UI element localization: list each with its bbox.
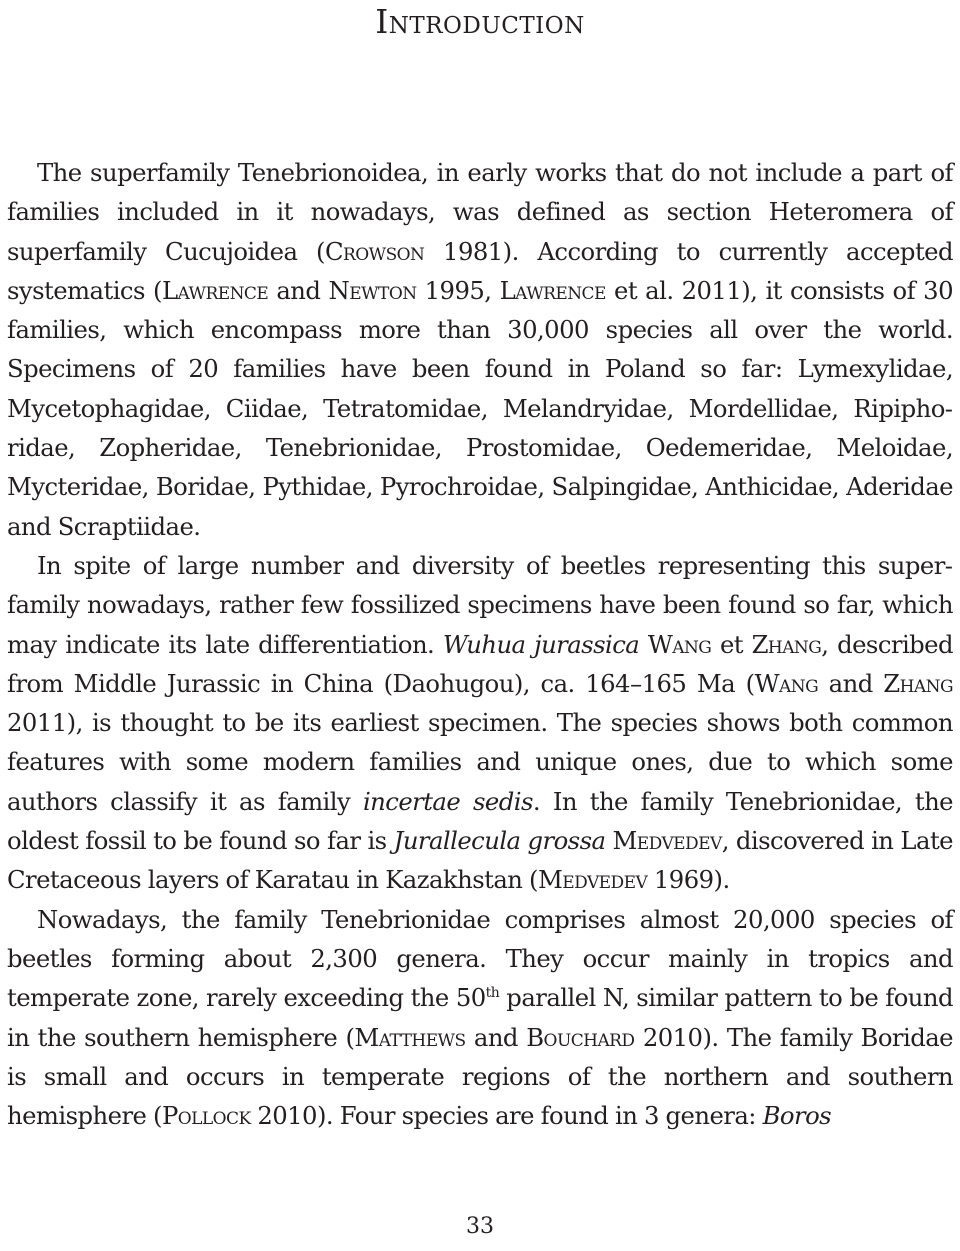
author-name: Medvedev bbox=[612, 826, 722, 856]
text-run: et bbox=[711, 629, 752, 659]
genus-name: Boros bbox=[762, 1101, 832, 1131]
author-name: Lawrence bbox=[161, 275, 269, 305]
ordinal-suffix: th bbox=[485, 985, 500, 1002]
species-name: Wuhua jurassica bbox=[442, 629, 640, 659]
text-run: parallel N, similar pattern to be found in the southern hemisphere ( bbox=[7, 983, 953, 1052]
author-name: Lawrence bbox=[499, 275, 606, 305]
text-run: 1995, bbox=[416, 275, 500, 305]
latin-term: incertae sedis bbox=[362, 786, 533, 816]
text-run: 2011), is thought to be its earliest specimen. The species shows both common features with some modern families and unique ones, due to which some authors classify it as family bbox=[7, 708, 953, 816]
text-run: and bbox=[465, 1022, 527, 1052]
text-run: , described from Middle Jurassic in China (Daohugou), ca. 164–165 Ma ( bbox=[7, 629, 953, 698]
text-run: and bbox=[268, 275, 329, 305]
text-run: 2010). The family Boridae is small and occurs in temperate regions of the northern and southern hemisphere ( bbox=[7, 1022, 953, 1131]
species-name: Jurallecula grossa bbox=[393, 826, 606, 856]
paragraph-3 bbox=[7, 900, 953, 1136]
text-run: , discovered in Late Cretaceous layers of Karatau in Kazakhstan ( bbox=[7, 826, 953, 895]
author-name: Newton bbox=[328, 275, 417, 305]
author-name: Zhang bbox=[751, 629, 822, 659]
author-name: Crowson bbox=[324, 236, 425, 266]
text-run: 2010). Four species are found in 3 genera: bbox=[250, 1101, 763, 1131]
body-text bbox=[7, 153, 953, 1135]
page-number: 33 bbox=[466, 1214, 494, 1239]
text-run: The superfamily Tenebrionoidea, in early works that do not include a part of families included in it nowadays, was defined as section Heteromera of superfamily Cucujoidea ( bbox=[7, 158, 953, 266]
text-run: 1981). According to currently accepted systematics ( bbox=[7, 236, 953, 305]
text-run: In spite of large number and diversity of beetles representing this superfamily nowadays, rather few fossilized specimens have been found so far, which may indicate its late differentiation. bbox=[7, 550, 953, 659]
paragraph-2 bbox=[7, 546, 953, 900]
text-run: and bbox=[818, 668, 884, 698]
author-name: Zhang bbox=[883, 668, 953, 698]
author-name: Bouchard bbox=[526, 1022, 635, 1052]
page-title: Introduction bbox=[375, 2, 585, 41]
text-run: . In the family Tenebrionidae, the oldest fossil to be found so far is bbox=[7, 786, 953, 856]
text-run: et al. 2011), it consists of 30 families, which encompass more than 30,000 species all over the world. Specimens of 20 families have been found in Poland so far: Lymexylidae, Mycetophagidae, Ciidae, Tetratomidae, Melandryidae, Mordellidae, Ripiphoridae, Zopheridae, Tenebrionidae, Prostomidae, Oedemeridae, Meloidae, Mycteridae, Boridae, Pythidae, Pyrochroidae, Salpingidae, Anthicidae, Aderidae and Scraptiidae. bbox=[7, 275, 953, 541]
text-run: 1969). bbox=[647, 865, 730, 895]
author-name: Wang bbox=[754, 668, 819, 698]
author-name: Pollock bbox=[161, 1101, 251, 1131]
author-name: Matthews bbox=[354, 1022, 466, 1052]
text-run: Nowadays, the family Tenebrionidae comprises almost 20,000 species of beetles forming about 2,300 genera. They occur mainly in tropics and temperate zone, rarely exceeding the 50 bbox=[7, 904, 953, 1013]
author-name: Medvedev bbox=[537, 865, 648, 895]
paragraph-1 bbox=[7, 153, 953, 546]
author-name: Wang bbox=[647, 629, 712, 659]
text-run bbox=[639, 630, 648, 659]
